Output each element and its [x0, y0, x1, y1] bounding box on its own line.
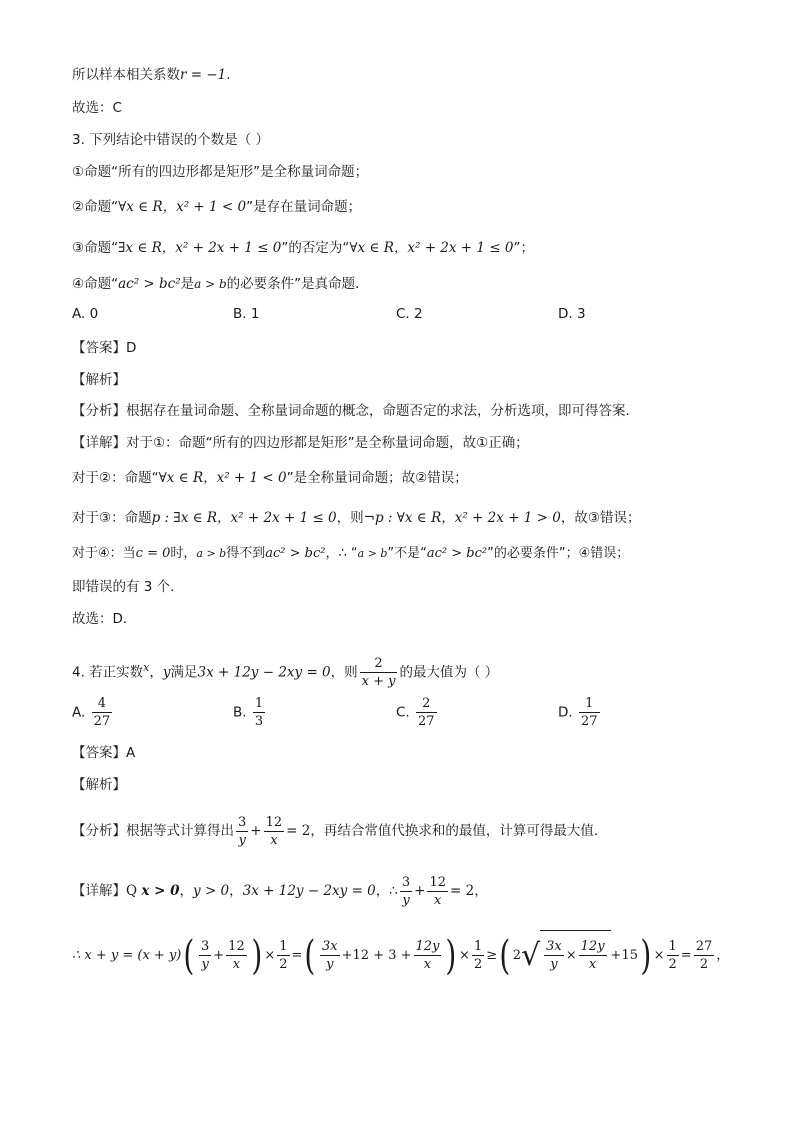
math-expr: x > 0 [141, 883, 180, 899]
fraction: $\frac{1}{27}$ [580, 696, 598, 729]
detail-2 [72, 468, 468, 488]
answer-tag: 【答案】 [72, 745, 126, 761]
statement-1: ①命题“所有的四边形都是矩形”是全称量词命题； [72, 164, 369, 180]
text: ③命题“ [72, 240, 119, 256]
analysis-tag: 【分析】 [72, 403, 126, 419]
sqrt-sign: √ [521, 937, 541, 973]
text: ，则 [330, 664, 358, 681]
math-var: y [162, 664, 171, 681]
math-expr: ac² > bc² [118, 276, 181, 292]
fraction: $\frac{3x}{y}$ [546, 939, 562, 972]
text: ， [149, 664, 163, 681]
text-line [72, 65, 231, 85]
text: ，∴ “ [325, 546, 358, 561]
detail-4 [72, 544, 629, 564]
text: 4. 若正实数 [72, 664, 144, 681]
choice-line: 故选：C [72, 100, 122, 116]
detail-tag: 【详解】 [72, 435, 126, 451]
analysis-line [72, 401, 639, 421]
fraction: $\frac{3x}{y}$ [322, 939, 338, 972]
math-expr: ac² > bc² [426, 546, 488, 561]
math-expr: a > b [357, 547, 388, 560]
math-expr: 3x + 12y − 2xy = 0 [242, 883, 376, 899]
math-expr: ∀x ∈ R，x² + 2x + 1 ≤ 0 [349, 240, 514, 256]
fraction: $\frac{2}{27}$ [418, 696, 435, 729]
choice-line: 故选：D． [72, 611, 137, 627]
option-d: D. 3 [558, 306, 586, 322]
math-expr: a > b [194, 277, 227, 291]
math-expr: ∀x ∈ R，x² + 1 < 0 [118, 199, 247, 215]
math-expr: y > 0 [193, 883, 230, 899]
text: 是 [180, 276, 195, 292]
text: ，则 [336, 510, 364, 526]
math-expr: ∴ x + y = (x + y) [72, 948, 182, 963]
text: ”不是“ [387, 546, 427, 561]
text: 满足 [170, 664, 198, 681]
fraction: $\frac{1}{2}$ [473, 939, 483, 972]
math-expr: ∃x ∈ R，x² + 2x + 1 ≤ 0 [118, 240, 282, 256]
sqrt-body: $\frac{3x}{y}$ × $\frac{12y}{x}$ [540, 930, 610, 981]
detail-line: 【详解】Q x > 0，y > 0，3x + 12y − 2xy = 0，∴ $\frac{3}{y}$ + $\frac{12}{x}$ = 2， [72, 874, 488, 908]
count-line: 即错误的有 3 个． [72, 579, 184, 595]
text: 所以样本相关系数 [72, 67, 180, 83]
answer-line [72, 743, 135, 763]
fraction: $\frac{12}{x}$ [228, 939, 245, 972]
text: ，故③错误； [560, 510, 641, 526]
text: 对于④：当 [72, 546, 136, 561]
fraction: $\frac{1}{2}$ [279, 939, 288, 972]
question-4-stem [72, 645, 498, 691]
text: ”是存在量词命题； [246, 199, 362, 215]
math-expr: ¬p : ∀x ∈ R，x² + 2x + 1 > 0 [363, 510, 561, 526]
answer-value: A [126, 745, 136, 761]
answer-value: D [126, 340, 137, 356]
text: . [226, 67, 231, 83]
text: ②命题“ [72, 199, 119, 215]
analysis-heading: 【解析】 [72, 372, 126, 388]
fraction: $\frac{2}{x + y}$ [361, 656, 396, 689]
text: 根据存在量词命题、全称量词命题的概念，命题否定的求法，分析选项，即可得答案． [126, 403, 639, 419]
math-var: x [143, 661, 150, 674]
option-a: A. 0 [72, 306, 99, 322]
answer-tag: 【答案】 [72, 340, 126, 356]
text: ”的必要条件”；④错误； [487, 546, 630, 561]
text: 对于③：命题 [72, 510, 152, 526]
math-expr: c = 0 [135, 546, 171, 561]
text: 对于②：命题“ [72, 470, 159, 486]
text: 的必要条件”是真命题． [226, 276, 369, 292]
analysis-tag: 【分析】 [72, 823, 126, 839]
fraction: $\frac{4}{27}$ [93, 696, 111, 729]
math-expr: 3x + 12y − 2xy = 0 [197, 664, 331, 681]
text: 对于①：命题“所有的四边形都是矩形”是全称量词命题，故①正确； [126, 435, 529, 451]
detail-3 [72, 508, 640, 528]
fraction: $\frac{12y}{x}$ [415, 939, 440, 972]
analysis-line: 【分析】根据等式计算得出 $\frac{3}{y}$ + $\frac{12}{x}$ = 2，再结合常值代换求和的最值，计算可得最大值． [72, 814, 608, 848]
fraction: $\frac{1}{2}$ [668, 939, 677, 972]
text: 的最大值为（ ） [399, 664, 499, 681]
statement-3 [72, 238, 534, 258]
detail-tag: 【详解】 [72, 883, 126, 899]
text: 得不到 [226, 546, 266, 561]
text: ④命题“ [72, 276, 119, 292]
option-a: A. $\frac{4}{27}$ [72, 696, 111, 729]
option-d: D. $\frac{1}{27}$ [558, 696, 598, 729]
fraction: $\frac{3}{y}$ [238, 814, 247, 848]
fraction: $\frac{12y}{x}$ [580, 939, 605, 972]
option-c: C. $\frac{2}{27}$ [396, 696, 435, 729]
math-expr: p : ∃x ∈ R，x² + 2x + 1 ≤ 0 [151, 510, 337, 526]
question-3-stem: 3. 下列结论中错误的个数是（ ） [72, 132, 269, 148]
equation-chain: ∴ x + y = (x + y)( $\frac{3}{y}$ + $\frac{12}{x}$ ) × $\frac{1}{2}$ =( $\frac{3x}{y}$ +12 + 3 + $\frac{12y}{x}$ ) × $\frac{1}{2}$ ≥( 2√ $\frac{3x}{y}$ × $\frac{12y}{x}$ +15) × $\frac{1}{2}$ = $\frac{27}{2}$ ， [72, 930, 729, 984]
fraction: $\frac{27}{2}$ [695, 939, 713, 972]
math-expr: a > b [196, 547, 227, 560]
math-expr: r = −1 [180, 67, 227, 83]
fraction: $\frac{12}{x}$ [429, 874, 446, 908]
option-b: B. $\frac{1}{3}$ [233, 696, 264, 729]
text: ”； [513, 240, 534, 256]
detail-line [72, 433, 529, 453]
text: ”是全称量词命题；故②错误； [286, 470, 468, 486]
answer-line [72, 338, 136, 358]
fraction: $\frac{12}{x}$ [265, 814, 283, 848]
fraction: $\frac{1}{3}$ [254, 696, 264, 729]
statement-4 [72, 274, 369, 294]
statement-2 [72, 197, 361, 217]
fraction: $\frac{3}{y}$ [401, 874, 411, 908]
option-b: B. 1 [233, 306, 260, 322]
text: ”的否定为“ [281, 240, 350, 256]
text: ，再结合常值代换求和的最值，计算可得最大值． [310, 823, 608, 839]
math-expr: ac² > bc² [265, 546, 326, 561]
text: 根据等式计算得出 [126, 823, 234, 839]
analysis-heading: 【解析】 [72, 777, 126, 793]
option-c: C. 2 [396, 306, 423, 322]
math-expr: ∀x ∈ R，x² + 1 < 0 [158, 470, 287, 486]
text: 时， [170, 546, 197, 561]
fraction: $\frac{3}{y}$ [200, 939, 210, 972]
